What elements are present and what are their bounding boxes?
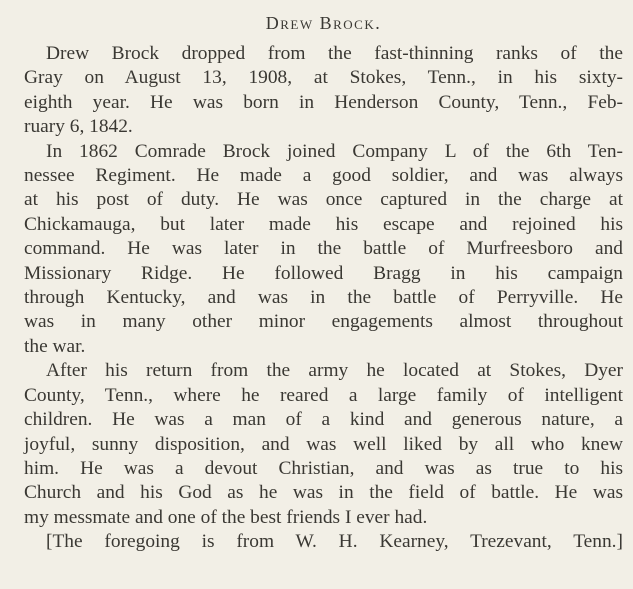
text-line: the war. xyxy=(24,335,86,357)
text-line: ruary 6, 1842. xyxy=(24,116,133,138)
text-line: eighth year. He was born in Henderson County, Tenn., Feb- xyxy=(24,91,623,113)
text-line: was in many other minor engagements almost throughout xyxy=(24,311,623,333)
paragraph-1 xyxy=(24,42,623,140)
attribution xyxy=(24,530,623,554)
text-line: him. He was a devout Christian, and was as true to his xyxy=(24,457,623,479)
text-line: through Kentucky, and was in the battle of Perryville. He xyxy=(24,287,623,309)
text-line: nessee Regiment. He made a good soldier, and was always xyxy=(24,165,623,187)
text-line: joyful, sunny disposition, and was well liked by all who knew xyxy=(24,433,623,455)
text-line: In 1862 Comrade Brock joined Company L of the 6th Ten- xyxy=(46,140,623,162)
paragraph-2 xyxy=(24,140,623,360)
paragraph-3 xyxy=(24,359,623,530)
text-line: Gray on August 13, 1908, at Stokes, Tenn., in his sixty- xyxy=(24,67,623,89)
article-title: Drew Brock. xyxy=(265,13,382,33)
text-line: my messmate and one of the best friends I ever had. xyxy=(24,506,428,528)
text-line: at his post of duty. He was once captured in the charge at xyxy=(24,189,623,211)
text-line: County, Tenn., where he reared a large family of intelligent xyxy=(24,384,623,406)
text-line: command. He was later in the battle of Murfreesboro and xyxy=(24,238,623,260)
text-line: Missionary Ridge. He followed Bragg in his campaign xyxy=(24,262,623,284)
text-line: Drew Brock dropped from the fast-thinning ranks of the xyxy=(46,43,623,64)
text-line: Chickamauga, but later made his escape and rejoined his xyxy=(24,213,623,235)
text-line: [The foregoing is from W. H. Kearney, Trezevant, Tenn.] xyxy=(46,531,623,553)
text-line: After his return from the army he located at Stokes, Dyer xyxy=(46,360,623,382)
text-line: Church and his God as he was in the field of battle. He was xyxy=(24,482,623,504)
text-line: children. He was a man of a kind and generous nature, a xyxy=(24,409,623,431)
